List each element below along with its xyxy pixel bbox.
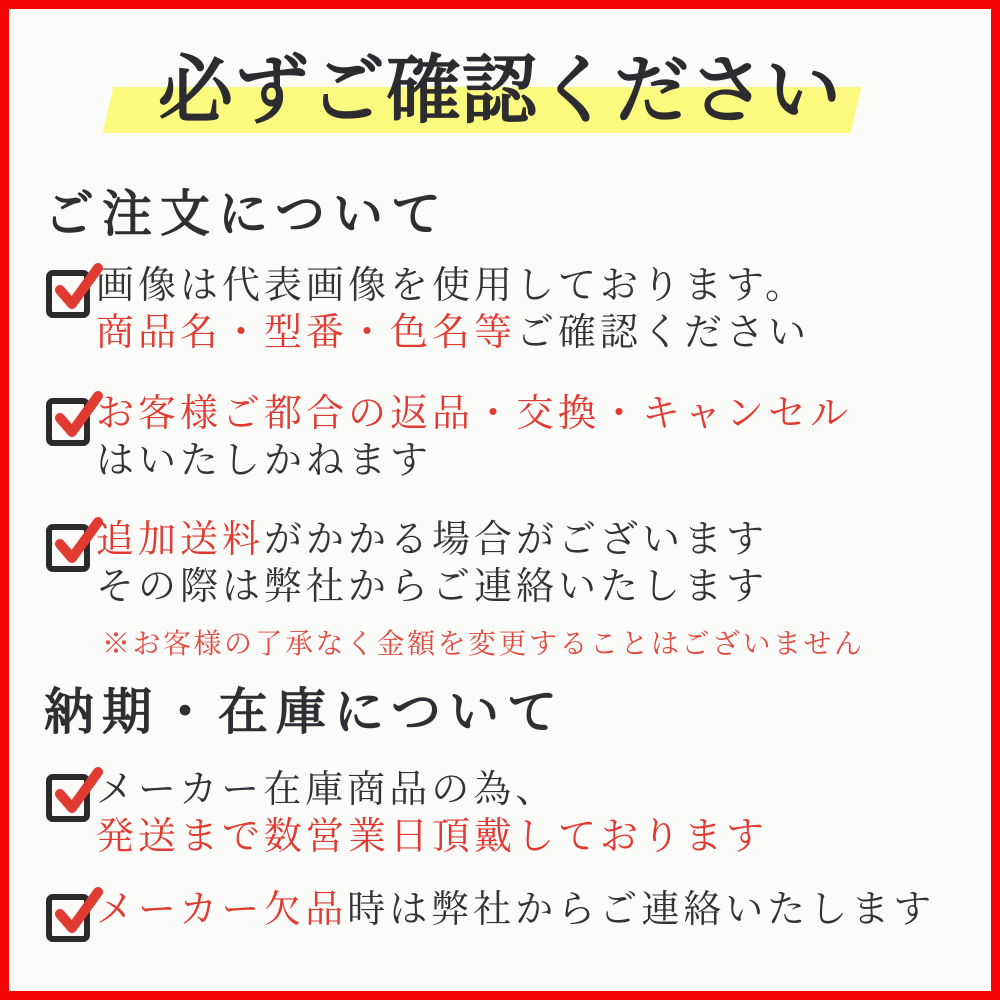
item-text-emphasis: 商品名・型番・色名等 <box>96 310 517 354</box>
item-text: その際は弊社からご連絡いたします <box>96 564 769 608</box>
item-line <box>46 563 970 610</box>
item-text-emphasis: メーカー欠品 <box>96 887 348 931</box>
item-text: メーカー在庫商品の為、 <box>96 767 558 811</box>
item-text-emphasis: 追加送料 <box>96 517 265 561</box>
item-line <box>46 262 970 309</box>
notice-item-maker-stock <box>46 766 970 860</box>
item-text: ご確認ください <box>516 310 811 354</box>
item-line <box>46 813 970 860</box>
item-text: 画像は代表画像を使用しております。 <box>96 263 807 307</box>
red-check-mark-icon <box>48 882 104 938</box>
section-heading-order: ご注文について <box>44 184 449 243</box>
item-line <box>46 390 970 437</box>
item-text: がかかる場合がございます <box>264 517 769 561</box>
checked-checkbox-icon <box>46 894 90 942</box>
page-title: 必ずご確認ください <box>157 46 842 134</box>
checked-checkbox-icon <box>46 398 90 446</box>
checked-checkbox-icon <box>46 270 90 318</box>
checked-checkbox-icon <box>46 774 90 822</box>
notice-item-maker-shortage <box>46 886 970 933</box>
item-text-emphasis: お客様ご都合の返品・交換・キャンセル <box>96 391 853 435</box>
item-text: 時は弊社からご連絡いたします <box>347 887 936 931</box>
item-text-emphasis: 発送まで数営業日頂戴しております <box>96 814 769 858</box>
checked-checkbox-icon <box>46 524 90 572</box>
red-check-mark-icon <box>48 386 104 442</box>
item-line <box>46 886 970 933</box>
price-change-disclaimer-note: ※お客様の了承なく金額を変更することはございません <box>102 627 865 660</box>
notice-item-representative-image <box>46 262 970 356</box>
item-line <box>46 516 970 563</box>
red-check-mark-icon <box>48 512 104 568</box>
item-line <box>46 309 970 356</box>
notice-item-extra-shipping <box>46 516 970 610</box>
red-check-mark-icon <box>48 258 104 314</box>
item-text: はいたしかねます <box>96 438 433 482</box>
notice-item-no-returns <box>46 390 970 484</box>
section-heading-stock: 納期・在庫について <box>44 682 565 741</box>
item-line <box>46 437 970 484</box>
red-check-mark-icon <box>48 762 104 818</box>
item-line <box>46 766 970 813</box>
